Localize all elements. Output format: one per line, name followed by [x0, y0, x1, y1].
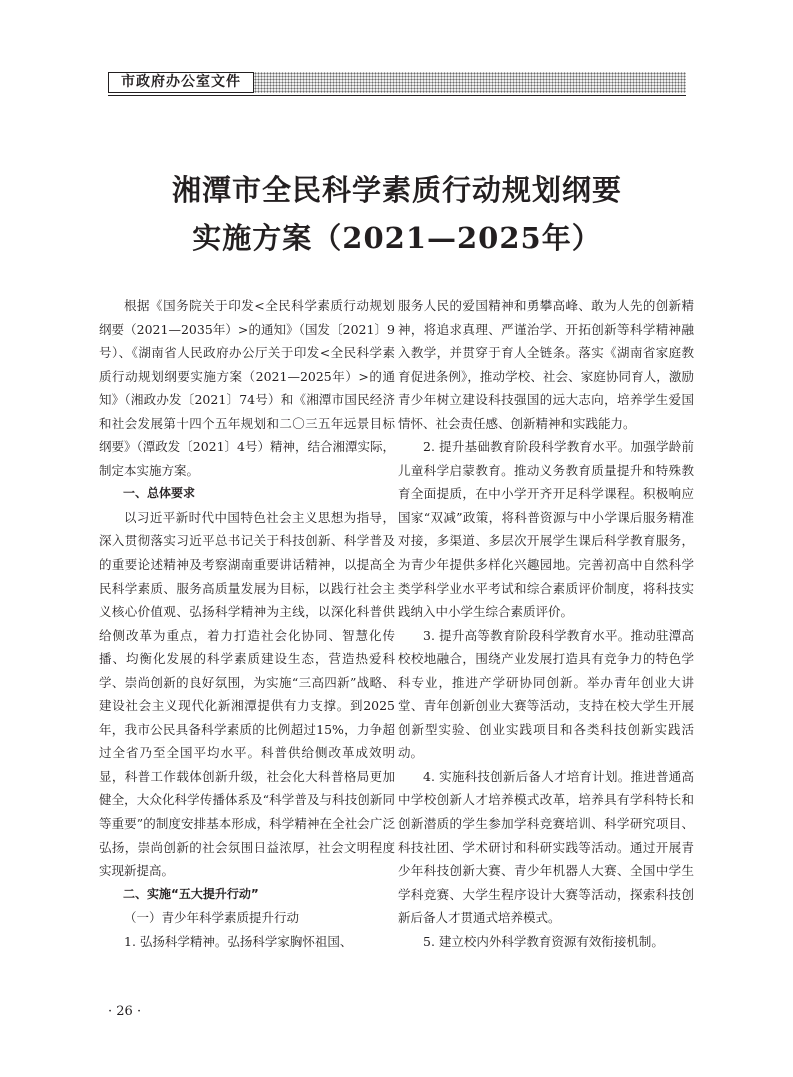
item-2-paragraph: 2. 提升基础教育阶段科学教育水平。加强学龄前儿童科学启蒙教育。推动义务教育质量提升和特殊教育全面提质，在中小学开齐开足科学课程。积极响应国家“双减”政策，将科普资源与中小学课后服务精准对接，多渠道、多层次开展学生课后科学教育服务，为青少年提供多样化兴趣园地。完善初高中自然科学类学科学业水平考试和综合素质评价制度，将科技实践纳入中小学生综合素质评价。 [398, 439, 694, 620]
section-header [108, 72, 686, 93]
header-dot-screen [254, 72, 686, 93]
item-1-paragraph-start: 1. 弘扬科学精神。弘扬科学家胸怀祖国、 [124, 933, 353, 949]
intro-paragraph: 根据《国务院关于印发<全民科学素质行动规划纲要（2021—2035年）>的通知》（国发〔2021〕9号）、《湖南省人民政府办公厅关于印发<全民科学素质行动规划纲要实施方案（2021—2025年）>的通知》（湘政办发〔2021〕74号）和《湘潭市国民经济和社会发展第十四个五年规划和二〇三五年远景目标纲要》（潭政发〔2021〕4号）精神，结合湘潭实际，制定本实施方案。 [99, 298, 396, 478]
left-column [99, 294, 395, 953]
page-number: · 26 · [108, 1004, 142, 1019]
right-column [398, 294, 694, 953]
header-rule [108, 95, 686, 96]
general-requirements-paragraph: 以习近平新时代中国特色社会主义思想为指导，深入贯彻落实习近平总书记关于科技创新、科学普及的重要论述精神及考察湖南重要讲话精神，以提高全民科学素质、服务高质量发展为目标，以践行社会主义核心价值观、弘扬科学精神为主线，以深化科普供给侧改革为重点，着力打造社会化协同、智慧化传播、均衡化发展的科学素质建设生态，营造热爱科学、崇尚创新的良好氛围，为实施“三高四新”战略、建设社会主义现代化新湘潭提供有力支撑。到2025年，我市公民具备科学素质的比例超过15%，力争超过全省乃至全国平均水平。科普供给侧改革成效明显，科普工作载体创新升级，社会化大科普格局更加健全，大众化科学传播体系及“科学普及与科技创新同等重要”的制度安排基本形成，科学精神在全社会广泛弘扬，崇尚创新的社会氛围日益浓厚，社会文明程度实现新提高。 [99, 509, 395, 879]
item-1-paragraph-continued: 服务人民的爱国精神和勇攀高峰、敢为人先的创新精神，将追求真理、严谨治学、开拓创新等科学精神融入教学，并贯穿于育人全链条。落实《湖南省家庭教育促进条例》，推动学校、社会、家庭协同育人，激励青少年树立建设科技强国的远大志向，培养学生爱国情怀、社会责任感、创新精神和实践能力。 [398, 298, 694, 431]
item-3-paragraph: 3. 提升高等教育阶段科学教育水平。推动驻潭高校校地融合，围绕产业发展打造具有竞争力的特色学科专业，推进产学研协同创新。举办青年创业大讲堂、青年创新创业大赛等活动，支持在校大学生开展创新型实验、创业实践项目和各类科技创新实践活动。 [398, 627, 694, 761]
section-heading-five-actions: 二、实施“五大提升行动” [123, 886, 259, 901]
section-label: 市政府办公室文件 [108, 72, 254, 93]
subheading-youth-action: （一）青少年科学素质提升行动 [124, 910, 300, 926]
item-5-paragraph-start: 5. 建立校内外科学教育资源有效衔接机制。 [423, 933, 664, 949]
document-title-line-1: 湘潭市全民科学素质行动规划纲要 [171, 173, 622, 207]
section-heading-general-requirements: 一、总体要求 [123, 486, 196, 501]
document-title-line-2: 实施方案（2021—2025年） [192, 221, 602, 255]
item-4-paragraph: 4. 实施科技创新后备人才培育计划。推进普通高中学校创新人才培养模式改革，培养具有学科特长和创新潜质的学生参加学科竞赛培训、科学研究项目、科技社团、学术研讨和科研实践等活动。通过开展青少年科技创新大赛、青少年机器人大赛、全国中学生学科竞赛、大学生程序设计大赛等活动，探索科技创新后备人才贯通式培养模式。 [398, 768, 694, 926]
